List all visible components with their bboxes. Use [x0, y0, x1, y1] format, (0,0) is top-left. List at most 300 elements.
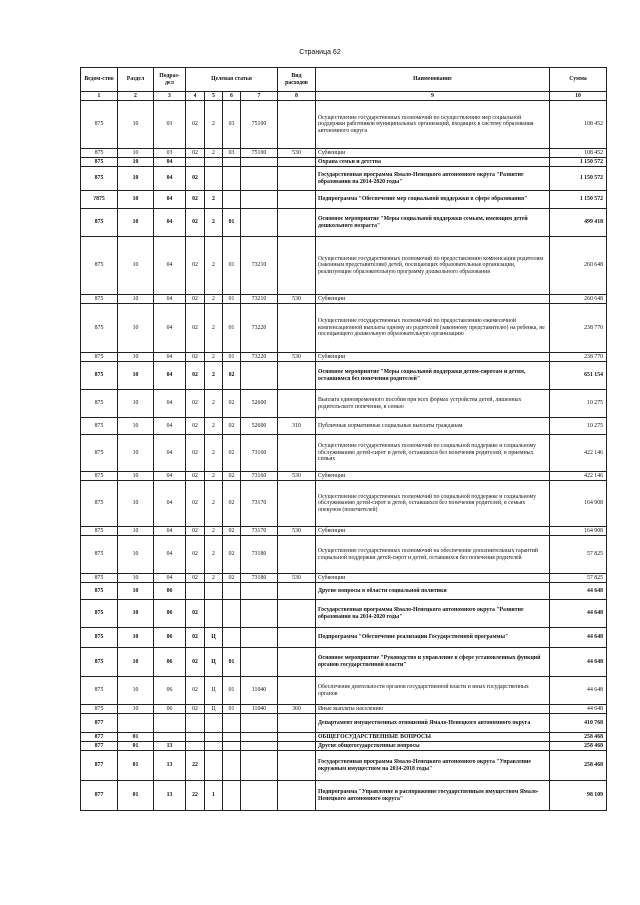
- cell-vedomstvo: 875: [81, 149, 118, 158]
- cell-summa: 258 468: [550, 751, 607, 781]
- cell-cs-1: 02: [186, 628, 205, 648]
- table-row: [81, 167, 607, 191]
- cell-naimenovanie: ОБЩЕГОСУДАРСТВЕННЫЕ ВОПРОСЫ: [316, 733, 550, 742]
- table-row: [81, 751, 607, 781]
- cell-vedomstvo: 875: [81, 481, 118, 527]
- cell-cs-2: 2: [205, 295, 223, 304]
- cell-cs-1: 22: [186, 781, 205, 811]
- cell-cs-3: 03: [223, 149, 241, 158]
- table-row: [81, 304, 607, 353]
- col-header-razdel: Раздел: [118, 68, 154, 92]
- cell-cs-2: 2: [205, 353, 223, 362]
- cell-vedomstvo: 875: [81, 435, 118, 472]
- cell-vid-rashodov: [278, 167, 316, 191]
- cell-cs-2: [205, 583, 223, 600]
- cell-naimenovanie: Субвенции: [316, 472, 550, 481]
- cell-podrazdel: 04: [154, 527, 186, 536]
- table-row: [81, 583, 607, 600]
- cell-naimenovanie: Основное мероприятие "Руководство и управление в сфере установленных функций органов государственной власти": [316, 648, 550, 677]
- cell-cs-code: [241, 628, 278, 648]
- cell-vid-rashodov: [278, 733, 316, 742]
- cell-summa: 651 154: [550, 362, 607, 390]
- cell-cs-1: 02: [186, 472, 205, 481]
- cell-vedomstvo: 875: [81, 705, 118, 714]
- table-row: [81, 481, 607, 527]
- cell-vid-rashodov: [278, 101, 316, 149]
- cell-vedomstvo: 875: [81, 167, 118, 191]
- page-number: Страница 62: [299, 49, 341, 56]
- cell-naimenovanie: Субвенции: [316, 574, 550, 583]
- cell-summa: 422 146: [550, 435, 607, 472]
- cell-podrazdel: 04: [154, 390, 186, 418]
- cell-cs-1: 02: [186, 481, 205, 527]
- table-row: [81, 472, 607, 481]
- col-header-celevaya-statya: Целевая статья: [186, 68, 278, 92]
- cell-vedomstvo: 875: [81, 295, 118, 304]
- cell-vid-rashodov: 360: [278, 705, 316, 714]
- cell-naimenovanie: Подпрограмма "Обеспечение реализации Государственной программы": [316, 628, 550, 648]
- cell-razdel: [118, 714, 154, 733]
- cell-summa: 44 648: [550, 628, 607, 648]
- cell-cs-2: 2: [205, 237, 223, 295]
- cell-naimenovanie: Субвенции: [316, 353, 550, 362]
- cell-podrazdel: 06: [154, 583, 186, 600]
- cell-podrazdel: 04: [154, 481, 186, 527]
- column-number: 9: [316, 92, 550, 101]
- cell-cs-2: Ц: [205, 648, 223, 677]
- column-number: 1: [81, 92, 118, 101]
- table-row: [81, 536, 607, 574]
- cell-vedomstvo: 875: [81, 472, 118, 481]
- cell-naimenovanie: Подпрограмма "Обеспечение мер социальной поддержки в сфере образования": [316, 191, 550, 209]
- cell-cs-3: [223, 781, 241, 811]
- cell-cs-1: [186, 158, 205, 167]
- cell-podrazdel: 06: [154, 600, 186, 628]
- cell-vedomstvo: 875: [81, 158, 118, 167]
- cell-cs-2: 2: [205, 149, 223, 158]
- cell-razdel: 10: [118, 628, 154, 648]
- cell-cs-3: 01: [223, 705, 241, 714]
- cell-naimenovanie: Осуществление государственных полномочий по предоставлению компенсации родителям (законным представителям) детей, посещающих образовательные организации, реализующие образовательную программу дошкольного образования: [316, 237, 550, 295]
- cell-vid-rashodov: [278, 158, 316, 167]
- cell-cs-code: 11040: [241, 677, 278, 705]
- column-number: 7: [241, 92, 278, 101]
- cell-cs-code: [241, 742, 278, 751]
- cell-cs-3: [223, 751, 241, 781]
- cell-cs-2: Ц: [205, 677, 223, 705]
- cell-vid-rashodov: 530: [278, 353, 316, 362]
- col-header-vedomstvo: Ведом-ство: [81, 68, 118, 92]
- column-number: 3: [154, 92, 186, 101]
- cell-cs-2: 2: [205, 418, 223, 435]
- cell-podrazdel: 04: [154, 237, 186, 295]
- cell-vid-rashodov: [278, 600, 316, 628]
- cell-razdel: 10: [118, 472, 154, 481]
- cell-cs-3: 01: [223, 237, 241, 295]
- cell-vid-rashodov: 530: [278, 574, 316, 583]
- cell-razdel: 10: [118, 101, 154, 149]
- budget-table: [80, 67, 607, 811]
- table-row: [81, 781, 607, 811]
- cell-cs-2: [205, 167, 223, 191]
- cell-razdel: 10: [118, 304, 154, 353]
- col-header-vid-rashodov: Вид расходов: [278, 68, 316, 92]
- cell-cs-code: 73210: [241, 295, 278, 304]
- cell-razdel: 10: [118, 648, 154, 677]
- cell-podrazdel: 13: [154, 751, 186, 781]
- cell-cs-1: 02: [186, 304, 205, 353]
- cell-vid-rashodov: [278, 304, 316, 353]
- cell-podrazdel: 04: [154, 418, 186, 435]
- cell-cs-code: [241, 158, 278, 167]
- cell-cs-2: Ц: [205, 628, 223, 648]
- table-row: [81, 742, 607, 751]
- cell-cs-3: [223, 600, 241, 628]
- cell-podrazdel: 04: [154, 435, 186, 472]
- cell-razdel: 10: [118, 362, 154, 390]
- cell-cs-3: 02: [223, 536, 241, 574]
- cell-cs-3: 02: [223, 472, 241, 481]
- cell-podrazdel: 04: [154, 304, 186, 353]
- cell-cs-3: 02: [223, 574, 241, 583]
- cell-summa: 44 648: [550, 648, 607, 677]
- cell-cs-3: 02: [223, 435, 241, 472]
- cell-cs-1: 02: [186, 295, 205, 304]
- cell-cs-3: 02: [223, 527, 241, 536]
- cell-summa: 1 150 572: [550, 167, 607, 191]
- cell-cs-code: 73210: [241, 237, 278, 295]
- table-row: [81, 648, 607, 677]
- cell-cs-code: 73160: [241, 435, 278, 472]
- cell-summa: 422 146: [550, 472, 607, 481]
- cell-cs-1: 02: [186, 705, 205, 714]
- cell-cs-3: [223, 167, 241, 191]
- cell-vid-rashodov: [278, 781, 316, 811]
- cell-cs-code: [241, 362, 278, 390]
- cell-cs-2: 2: [205, 527, 223, 536]
- cell-naimenovanie: Государственная программа Ямало-Ненецкого автономного округа "Управление окружным имуществом на 2014-2018 годы": [316, 751, 550, 781]
- table-row: [81, 390, 607, 418]
- col-header-naimenovanie: Наименование: [316, 68, 550, 92]
- cell-cs-1: [186, 714, 205, 733]
- table-row: [81, 149, 607, 158]
- cell-vid-rashodov: [278, 714, 316, 733]
- cell-vid-rashodov: [278, 435, 316, 472]
- cell-cs-code: 75100: [241, 149, 278, 158]
- cell-summa: 164 908: [550, 481, 607, 527]
- table-row: [81, 574, 607, 583]
- cell-vedomstvo: 877: [81, 733, 118, 742]
- cell-podrazdel: 06: [154, 628, 186, 648]
- cell-cs-1: 02: [186, 435, 205, 472]
- cell-cs-3: 01: [223, 648, 241, 677]
- cell-vid-rashodov: [278, 237, 316, 295]
- cell-vedomstvo: 875: [81, 536, 118, 574]
- cell-cs-2: 2: [205, 390, 223, 418]
- cell-razdel: 01: [118, 733, 154, 742]
- cell-summa: 108 452: [550, 101, 607, 149]
- table-row: [81, 353, 607, 362]
- cell-summa: 258 468: [550, 742, 607, 751]
- cell-naimenovanie: Другие вопросы в области социальной политики: [316, 583, 550, 600]
- cell-cs-3: 02: [223, 418, 241, 435]
- table-row: [81, 418, 607, 435]
- cell-vedomstvo: 877: [81, 714, 118, 733]
- cell-razdel: 10: [118, 527, 154, 536]
- cell-vid-rashodov: [278, 751, 316, 781]
- cell-podrazdel: 04: [154, 158, 186, 167]
- cell-podrazdel: 04: [154, 191, 186, 209]
- cell-podrazdel: 04: [154, 295, 186, 304]
- cell-vedomstvo: 875: [81, 209, 118, 237]
- cell-razdel: 10: [118, 583, 154, 600]
- cell-naimenovanie: Субвенции: [316, 149, 550, 158]
- cell-cs-3: 01: [223, 295, 241, 304]
- table-row: [81, 158, 607, 167]
- cell-vedomstvo: 875: [81, 628, 118, 648]
- col-header-podrazdel: Подраз-дел: [154, 68, 186, 92]
- cell-razdel: 01: [118, 742, 154, 751]
- table-row: [81, 714, 607, 733]
- cell-cs-code: [241, 733, 278, 742]
- cell-vid-rashodov: [278, 677, 316, 705]
- cell-razdel: 10: [118, 574, 154, 583]
- cell-naimenovanie: Субвенции: [316, 527, 550, 536]
- cell-cs-code: [241, 648, 278, 677]
- cell-vid-rashodov: 530: [278, 149, 316, 158]
- cell-naimenovanie: Публичные нормативные социальные выплаты гражданам: [316, 418, 550, 435]
- cell-summa: 410 768: [550, 714, 607, 733]
- cell-razdel: 10: [118, 536, 154, 574]
- table-row: [81, 705, 607, 714]
- cell-cs-3: [223, 158, 241, 167]
- column-number: 5: [205, 92, 223, 101]
- cell-cs-3: [223, 714, 241, 733]
- cell-podrazdel: 06: [154, 648, 186, 677]
- cell-cs-code: [241, 167, 278, 191]
- cell-cs-3: 03: [223, 101, 241, 149]
- cell-cs-2: 2: [205, 481, 223, 527]
- cell-naimenovanie: Подпрограмма "Управление и распоряжение государственным имуществом Ямало-Ненецкого автономного округа": [316, 781, 550, 811]
- cell-cs-1: 02: [186, 648, 205, 677]
- table-row: [81, 209, 607, 237]
- cell-vedomstvo: 875: [81, 353, 118, 362]
- cell-cs-code: 75100: [241, 101, 278, 149]
- cell-cs-2: [205, 742, 223, 751]
- cell-razdel: 10: [118, 677, 154, 705]
- cell-cs-1: 02: [186, 362, 205, 390]
- cell-cs-code: 73180: [241, 536, 278, 574]
- cell-razdel: 10: [118, 435, 154, 472]
- cell-vedomstvo: 875: [81, 583, 118, 600]
- table-row: [81, 295, 607, 304]
- cell-cs-3: [223, 733, 241, 742]
- cell-cs-3: 02: [223, 390, 241, 418]
- table-row: [81, 677, 607, 705]
- cell-vedomstvo: 875: [81, 574, 118, 583]
- cell-vedomstvo: 875: [81, 418, 118, 435]
- cell-cs-1: 02: [186, 390, 205, 418]
- cell-cs-code: [241, 209, 278, 237]
- cell-vid-rashodov: [278, 742, 316, 751]
- cell-podrazdel: 03: [154, 101, 186, 149]
- cell-cs-1: [186, 583, 205, 600]
- cell-naimenovanie: Осуществление государственных полномочий по осуществлению мер социальной поддержки работников муниципальных организаций, входящих в систему образования автономного округа: [316, 101, 550, 149]
- cell-razdel: 10: [118, 705, 154, 714]
- cell-cs-3: 01: [223, 353, 241, 362]
- cell-razdel: 10: [118, 481, 154, 527]
- cell-razdel: 01: [118, 781, 154, 811]
- cell-summa: 57 825: [550, 574, 607, 583]
- cell-naimenovanie: Другие общегосударственные вопросы: [316, 742, 550, 751]
- cell-cs-1: 02: [186, 209, 205, 237]
- cell-vid-rashodov: [278, 628, 316, 648]
- cell-podrazdel: 04: [154, 353, 186, 362]
- table-row: [81, 101, 607, 149]
- cell-cs-1: 02: [186, 600, 205, 628]
- cell-podrazdel: 06: [154, 677, 186, 705]
- cell-summa: 10 275: [550, 418, 607, 435]
- cell-vid-rashodov: [278, 648, 316, 677]
- cell-cs-code: 73180: [241, 574, 278, 583]
- cell-naimenovanie: Субвенции: [316, 295, 550, 304]
- cell-naimenovanie: Осуществление государственных полномочий по социальной поддержке и социальному обслуживанию детей-сирот и детей, оставшихся без попечения родителей, в приемных семьях: [316, 435, 550, 472]
- cell-vedomstvo: 877: [81, 751, 118, 781]
- cell-cs-code: [241, 191, 278, 209]
- cell-cs-1: 02: [186, 149, 205, 158]
- cell-cs-1: 02: [186, 574, 205, 583]
- cell-vid-rashodov: [278, 583, 316, 600]
- cell-cs-code: 52600: [241, 390, 278, 418]
- cell-cs-3: [223, 583, 241, 600]
- cell-summa: 260 648: [550, 295, 607, 304]
- cell-razdel: 10: [118, 600, 154, 628]
- cell-vid-rashodov: [278, 536, 316, 574]
- cell-cs-code: [241, 600, 278, 628]
- cell-naimenovanie: Обеспечение деятельности органов государственной власти и иных государственных органов: [316, 677, 550, 705]
- cell-cs-2: [205, 158, 223, 167]
- cell-vid-rashodov: [278, 209, 316, 237]
- cell-razdel: 10: [118, 237, 154, 295]
- cell-vedomstvo: ?875: [81, 191, 118, 209]
- cell-cs-code: 73160: [241, 472, 278, 481]
- cell-vid-rashodov: [278, 481, 316, 527]
- cell-podrazdel: 04: [154, 472, 186, 481]
- cell-naimenovanie: Выплата единовременного пособия при всех формах устройства детей, лишенных родительского попечения, в семью: [316, 390, 550, 418]
- cell-cs-3: 01: [223, 677, 241, 705]
- cell-razdel: 10: [118, 158, 154, 167]
- column-number: 2: [118, 92, 154, 101]
- cell-summa: 44 648: [550, 600, 607, 628]
- cell-podrazdel: [154, 714, 186, 733]
- cell-summa: 258 468: [550, 733, 607, 742]
- cell-cs-3: 01: [223, 209, 241, 237]
- cell-vedomstvo: 875: [81, 304, 118, 353]
- table-row: [81, 628, 607, 648]
- cell-cs-3: [223, 628, 241, 648]
- cell-razdel: 01: [118, 751, 154, 781]
- cell-cs-1: 02: [186, 353, 205, 362]
- cell-cs-3: [223, 742, 241, 751]
- cell-summa: 44 648: [550, 583, 607, 600]
- cell-cs-2: 2: [205, 209, 223, 237]
- table-row: [81, 362, 607, 390]
- cell-cs-1: 02: [186, 101, 205, 149]
- cell-cs-1: 02: [186, 527, 205, 536]
- cell-podrazdel: 04: [154, 362, 186, 390]
- cell-cs-2: 2: [205, 472, 223, 481]
- table-row: [81, 191, 607, 209]
- column-number: 4: [186, 92, 205, 101]
- cell-cs-code: [241, 751, 278, 781]
- table-row: [81, 435, 607, 472]
- cell-cs-3: [223, 191, 241, 209]
- cell-summa: 238 770: [550, 304, 607, 353]
- cell-cs-2: 2: [205, 304, 223, 353]
- cell-podrazdel: 04: [154, 209, 186, 237]
- column-number: 6: [223, 92, 241, 101]
- cell-naimenovanie: Охрана семьи и детства: [316, 158, 550, 167]
- cell-cs-1: 02: [186, 677, 205, 705]
- cell-cs-2: [205, 600, 223, 628]
- cell-cs-2: 1: [205, 781, 223, 811]
- cell-summa: 44 648: [550, 705, 607, 714]
- cell-summa: 57 825: [550, 536, 607, 574]
- table-row: [81, 600, 607, 628]
- cell-cs-3: 01: [223, 304, 241, 353]
- cell-summa: 1 150 572: [550, 191, 607, 209]
- cell-cs-code: 52600: [241, 418, 278, 435]
- cell-naimenovanie: Основное мероприятие "Меры социальной поддержки семьям, имеющим детей дошкольного возраста": [316, 209, 550, 237]
- cell-summa: 499 418: [550, 209, 607, 237]
- cell-cs-1: [186, 742, 205, 751]
- cell-razdel: 10: [118, 167, 154, 191]
- col-header-summa: Сумма: [550, 68, 607, 92]
- cell-podrazdel: [154, 733, 186, 742]
- cell-cs-3: 02: [223, 362, 241, 390]
- cell-vedomstvo: 875: [81, 527, 118, 536]
- column-number: 8: [278, 92, 316, 101]
- cell-razdel: 10: [118, 209, 154, 237]
- column-numbering-row: [81, 92, 607, 101]
- cell-cs-3: 02: [223, 481, 241, 527]
- cell-cs-2: 2: [205, 574, 223, 583]
- cell-cs-1: 02: [186, 237, 205, 295]
- cell-podrazdel: 04: [154, 167, 186, 191]
- cell-vedomstvo: 875: [81, 101, 118, 149]
- cell-naimenovanie: Осуществление государственных полномочий по предоставлению ежемесячной компенсационной выплаты одному из родителей (законному представителю) на ребенка, не посещающего дошкольную образовательную организацию: [316, 304, 550, 353]
- cell-podrazdel: 04: [154, 536, 186, 574]
- cell-cs-2: 2: [205, 536, 223, 574]
- cell-summa: 44 648: [550, 677, 607, 705]
- cell-naimenovanie: Государственная программа Ямало-Ненецкого автономного округа "Развитие образования на 2014-2020 годы": [316, 600, 550, 628]
- cell-cs-1: 02: [186, 191, 205, 209]
- cell-vid-rashodov: 310: [278, 418, 316, 435]
- cell-naimenovanie: Государственная программа Ямало-Ненецкого автономного округа "Развитие образования на 2014-2020 годы": [316, 167, 550, 191]
- cell-podrazdel: 13: [154, 781, 186, 811]
- cell-vid-rashodov: 530: [278, 527, 316, 536]
- cell-podrazdel: 13: [154, 742, 186, 751]
- table-body: [81, 101, 607, 811]
- cell-summa: 10 275: [550, 390, 607, 418]
- cell-cs-code: [241, 583, 278, 600]
- cell-vedomstvo: 875: [81, 390, 118, 418]
- cell-cs-code: 73170: [241, 527, 278, 536]
- cell-razdel: 10: [118, 418, 154, 435]
- cell-vedomstvo: 875: [81, 237, 118, 295]
- cell-summa: 260 648: [550, 237, 607, 295]
- cell-cs-1: 02: [186, 167, 205, 191]
